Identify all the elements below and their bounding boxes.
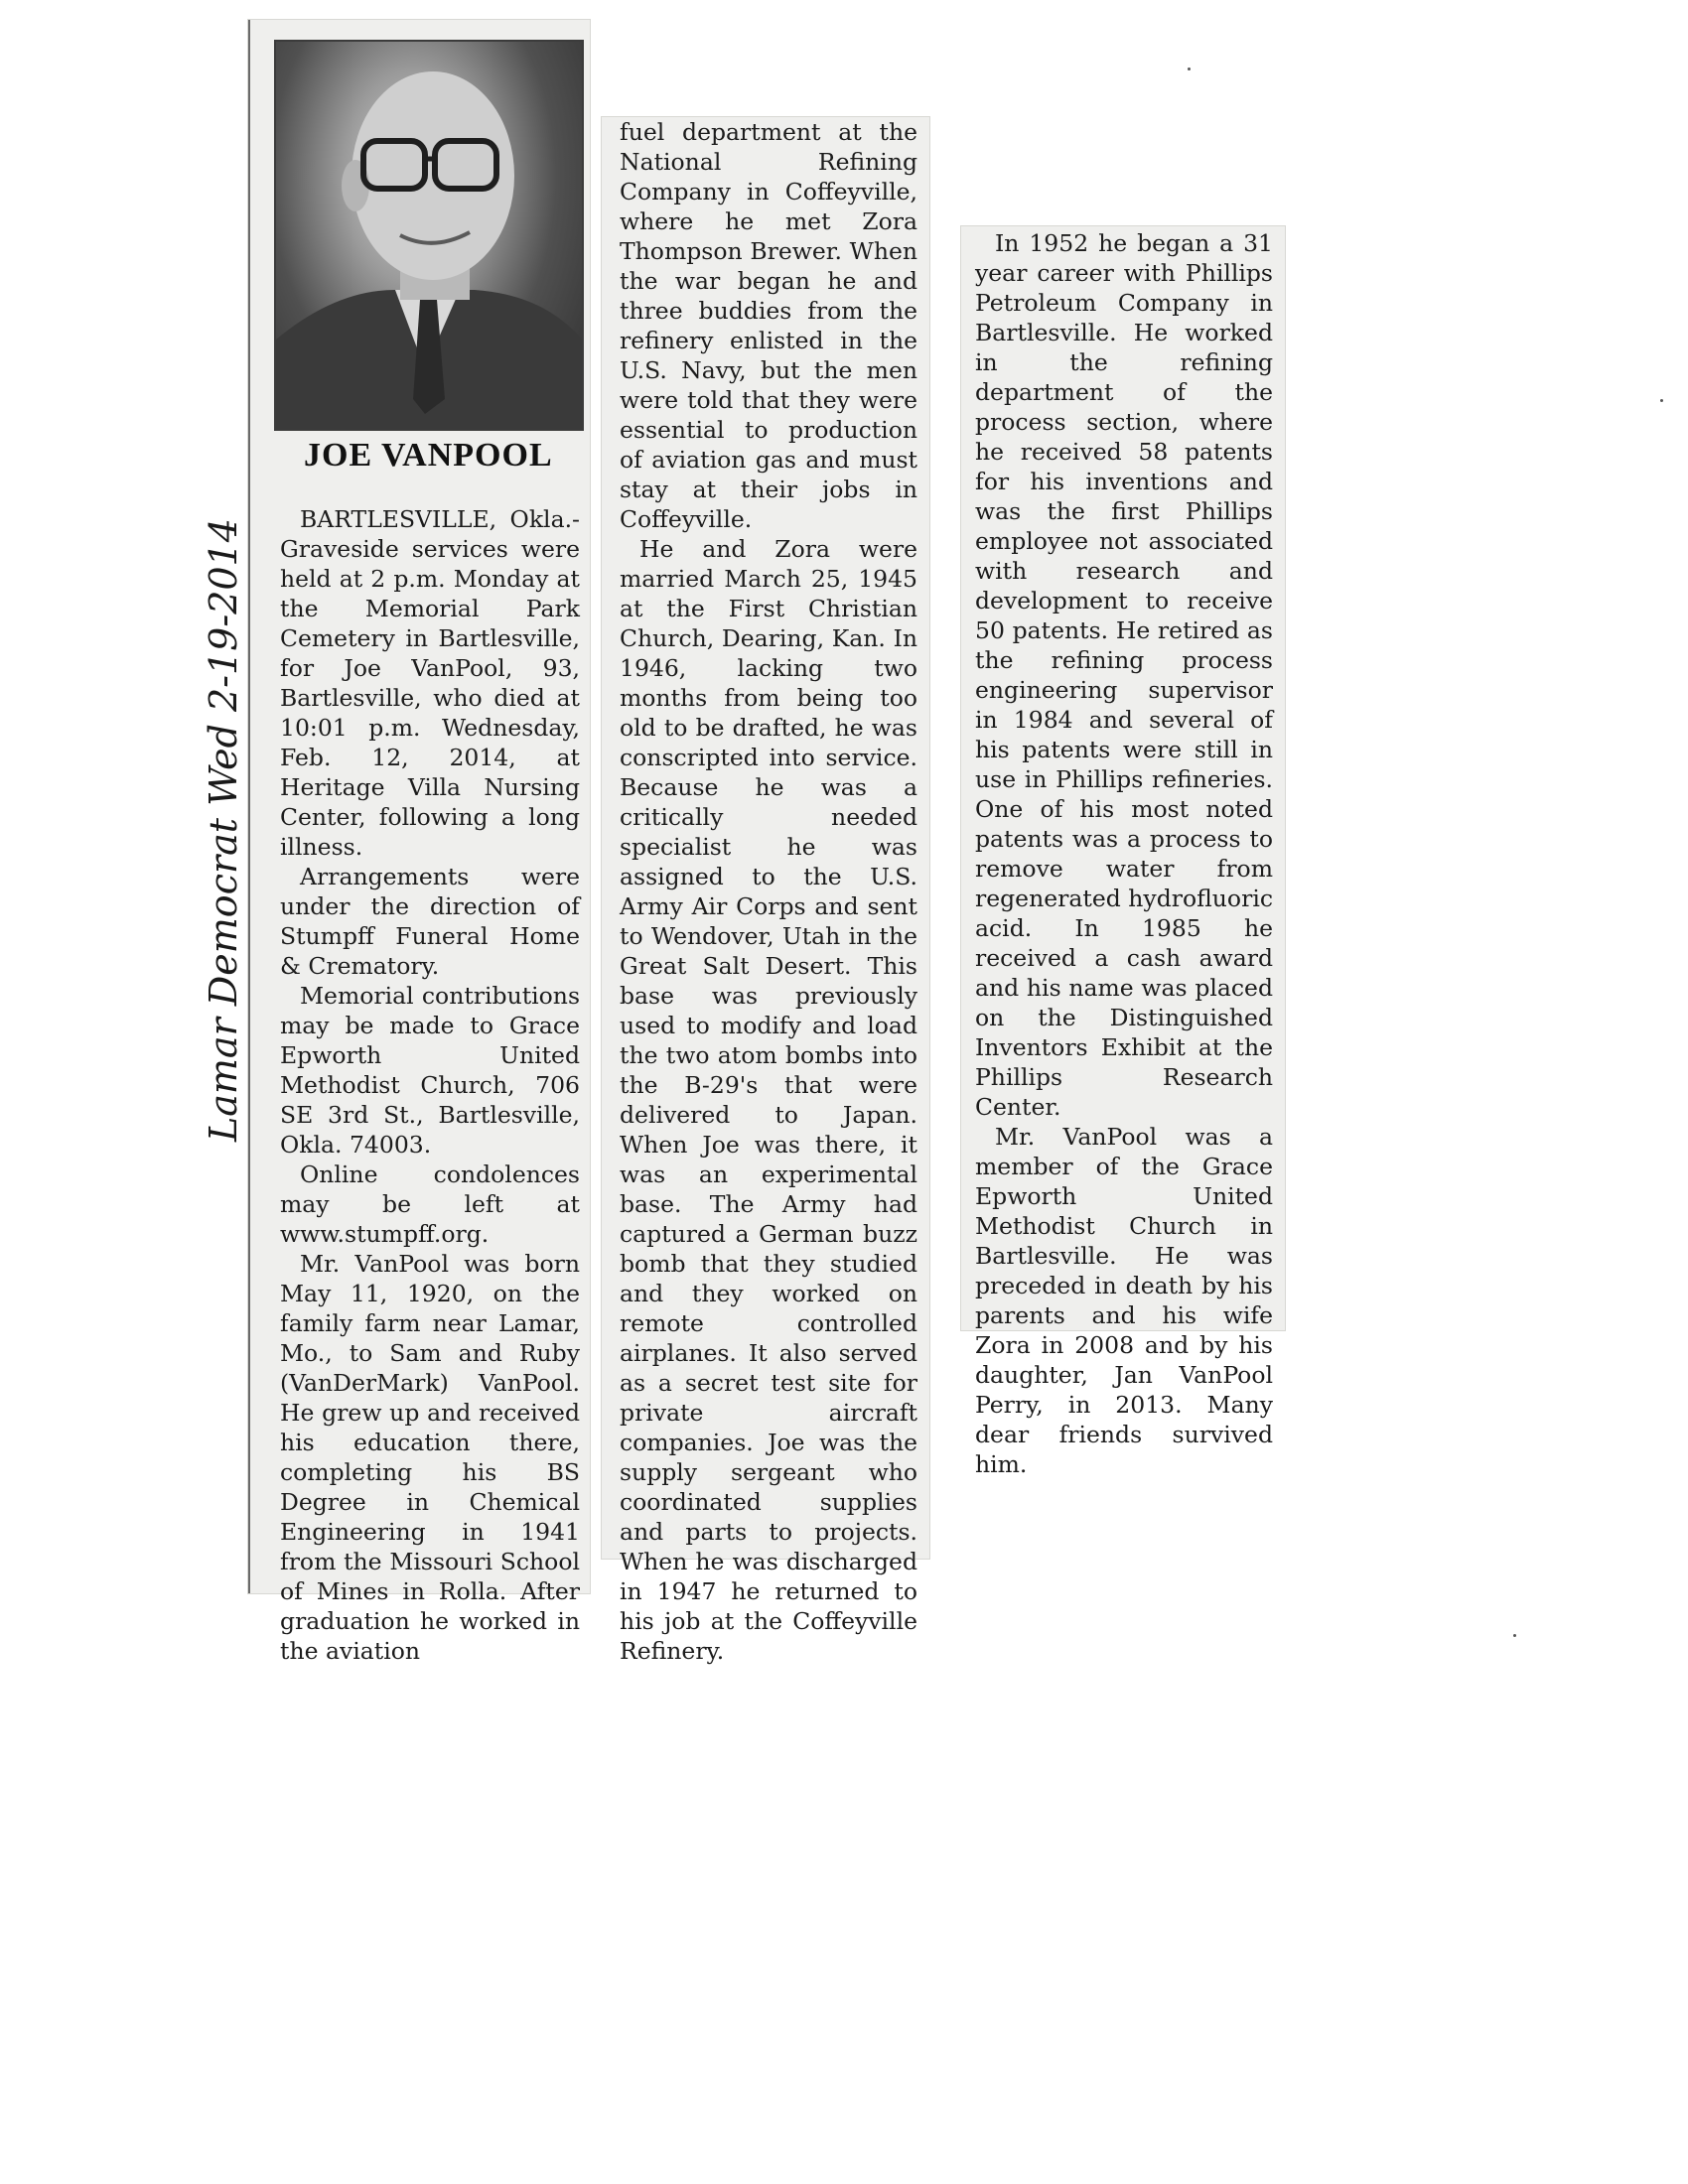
scan-speck [1513,1634,1516,1637]
obituary-paragraph: Memorial contributions may be made to Grace Epworth United Methodist Church, 706 SE 3rd St., Bartlesville, Okla. 74003. [280,982,580,1159]
scan-speck [1188,68,1191,70]
obituary-paragraph: Mr. VanPool was a member of the Grace Epworth United Methodist Church in Bartlesville. He was preceded in death by his parents and his wife Zora in 2008 and by his daughter, Jan VanPool Perry, in 2013. Many dear friends survived him. [975,1123,1273,1478]
clipping-column-2 [602,117,929,1665]
obituary-column-1 [280,504,580,1666]
obituary-paragraph: Arrangements were under the direction of Stumpff Funeral Home & Crematory. [280,863,580,980]
obituary-paragraph: Online condolences may be left at www.stumpff.org. [280,1160,580,1248]
clipping-column-1 [248,20,590,1665]
obituary-column-2 [620,117,917,1666]
obituary-paragraph: He and Zora were married March 25, 1945 at the First Christian Church, Dearing, Kan. In 1946, lacking two months from being too old to be drafted, he was conscripted into service. Because he was a critically needed specialist he was assigned to the U.S. Army Air Corps and sent to Wendover, Utah in the Great Salt Desert. This base was previously used to modify and load the two atom bombs into the B-29's that were delivered to Japan. When Joe was there, it was an experimental base. The Army had captured a German buzz bomb that they studied and they worked on remote controlled airplanes. It also served as a secret test site for private aircraft companies. Joe was the supply sergeant who coordinated supplies and parts to projects. When he was discharged in 1947 he returned to his job at the Coffeyville Refinery. [620,535,917,1665]
obituary-paragraph: Mr. VanPool was born May 11, 1920, on the family farm near Lamar, Mo., to Sam and Ruby (VanDerMark) VanPool. He grew up and received his education there, completing his BS Degree in Chemical Engineering in 1941 from the Missouri School of Mines in Rolla. After graduation he worked in the aviation [280,1250,580,1665]
handwritten-date-note: Lamar Democrat Wed 2-19-2014 [202,518,245,1142]
obituary-column-3 [975,228,1273,1479]
obituary-headline: JOE VANPOOL [304,437,553,474]
obituary-paragraph: In 1952 he began a 31 year career with Phillips Petroleum Company in Bartlesville. He worked in the refining department of the process section, where he received 58 patents for his inventions and was the first Phillips employee not associated with research and development to receive 50 patents. He retired as the refining process engineering supervisor in 1984 and several of his patents were still in use in Phillips refineries. One of his most noted patents was a process to remove water from regenerated hydrofluoric acid. In 1985 he received a cash award and his name was placed on the Distinguished Inventors Exhibit at the Phillips Research Center. [975,229,1273,1121]
portrait-photo [274,40,584,431]
scan-speck [1660,399,1663,402]
obituary-paragraph: BARTLESVILLE, Okla.-Graveside services were held at 2 p.m. Monday at the Memorial Park Cemetery in Bartlesville, for Joe VanPool, 93, Bartlesville, who died at 10:01 p.m. Wednesday, Feb. 12, 2014, at Heritage Villa Nursing Center, following a long illness. [280,505,580,861]
clipping-column-3 [961,226,1285,1478]
obituary-paragraph: fuel department at the National Refining Company in Coffeyville, where he met Zora Thompson Brewer. When the war began he and three buddies from the refinery enlisted in the U.S. Navy, but the men were told that they were essential to production of aviation gas and must stay at their jobs in Coffeyville. [620,118,917,533]
